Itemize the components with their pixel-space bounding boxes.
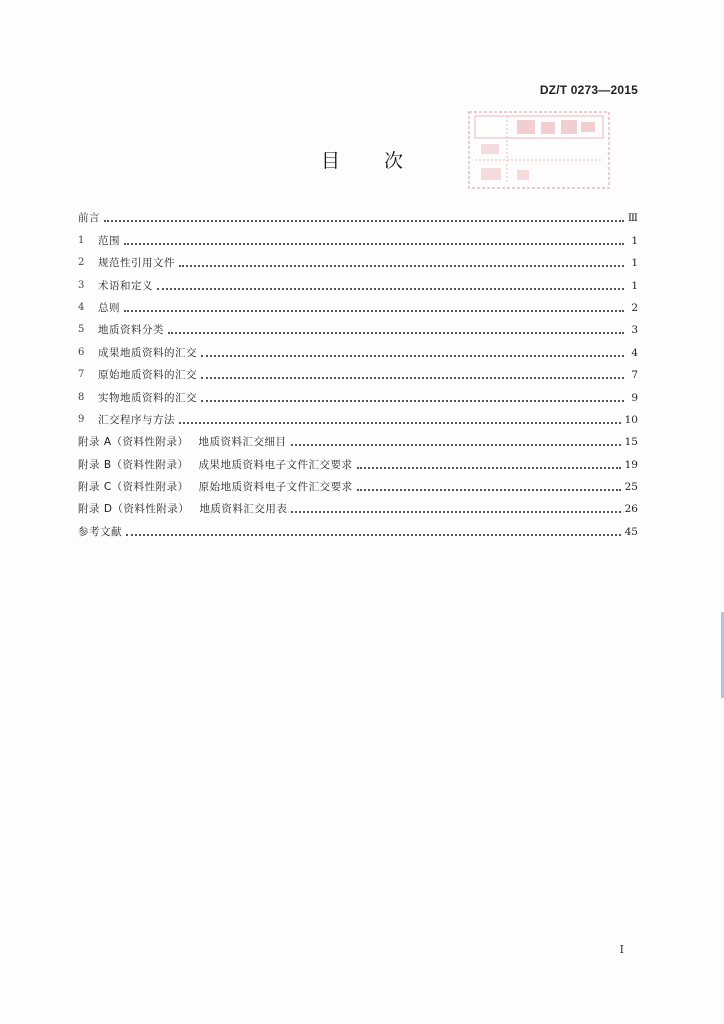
toc-entry-page-number: 1 [631, 279, 638, 292]
toc-entry-label: 地质资料汇交细目 [198, 436, 287, 449]
page-title [0, 146, 724, 173]
toc-entry-label: 参考文献 [78, 525, 122, 538]
toc-entry-leader-dots [124, 243, 624, 245]
toc-entry[interactable] [78, 337, 638, 359]
toc-entry-label: 成果地质资料电子文件汇交要求 [198, 458, 353, 471]
title-char-1: 目 [320, 150, 340, 172]
toc-entry-leader-dots [357, 467, 621, 469]
toc-entry-label: 范围 [98, 234, 120, 247]
toc-entry-number: 6 [78, 346, 85, 358]
toc-entry-page-number: 7 [631, 369, 638, 382]
toc-entry-label: 前言 [78, 212, 100, 225]
toc-entry-leader-dots [168, 332, 624, 334]
toc-entry-leader-dots [179, 422, 621, 424]
toc-entry-leader-dots [357, 489, 621, 491]
toc-entry-page-number: 2 [631, 301, 638, 314]
table-of-contents [78, 203, 638, 539]
toc-entry-leader-dots [124, 310, 624, 312]
toc-entry[interactable] [78, 225, 638, 247]
toc-entry-page-number: 15 [624, 436, 638, 449]
toc-entry[interactable] [78, 315, 638, 337]
toc-entry[interactable] [78, 203, 638, 225]
toc-entry[interactable] [78, 405, 638, 427]
toc-entry-appendix-prefix: 附录 A（资料性附录） [78, 436, 189, 449]
toc-entry[interactable] [78, 382, 638, 404]
toc-entry[interactable] [78, 248, 638, 270]
toc-entry[interactable] [78, 360, 638, 382]
toc-entry-number: 3 [78, 279, 85, 291]
toc-entry-page-number: 4 [631, 346, 638, 359]
toc-entry-number: 9 [78, 413, 85, 425]
toc-entry-label: 实物地质资料的汇交 [98, 391, 197, 404]
toc-entry-appendix-prefix: 附录 D（资料性附录） [78, 503, 190, 516]
toc-entry-label: 汇交程序与方法 [98, 413, 175, 426]
toc-entry[interactable] [78, 449, 638, 471]
toc-entry-leader-dots [291, 511, 620, 513]
toc-entry-page-number: 25 [624, 481, 638, 494]
toc-entry[interactable] [78, 516, 638, 538]
toc-entry-label: 地质资料汇交用表 [199, 503, 288, 516]
toc-entry[interactable] [78, 427, 638, 449]
toc-entry-label: 原始地质资料的汇交 [98, 369, 197, 382]
standard-number: DZ/T 0273—2015 [539, 83, 638, 97]
toc-entry-page-number: 45 [624, 525, 638, 538]
toc-entry-page-number: 9 [631, 391, 638, 404]
toc-entry-label: 原始地质资料电子文件汇交要求 [198, 481, 353, 494]
toc-entry-label: 地质资料分类 [98, 324, 164, 337]
toc-entry-leader-dots [104, 220, 624, 222]
toc-entry[interactable] [78, 472, 638, 494]
toc-entry-appendix-prefix: 附录 B（资料性附录） [78, 458, 189, 471]
toc-entry-page-number: 19 [624, 458, 638, 471]
toc-entry-label: 术语和定义 [98, 279, 153, 292]
toc-entry-page-number: 26 [624, 503, 638, 516]
toc-entry[interactable] [78, 270, 638, 292]
toc-entry-label: 规范性引用文件 [98, 257, 175, 270]
toc-entry-number: 7 [78, 369, 85, 381]
toc-entry-page-number: 10 [624, 413, 638, 426]
toc-entry-label: 成果地质资料的汇交 [98, 346, 197, 359]
title-char-2: 次 [384, 150, 404, 172]
toc-entry-number: 4 [78, 301, 85, 313]
toc-entry-appendix-prefix: 附录 C（资料性附录） [78, 481, 189, 494]
toc-entry-leader-dots [157, 288, 624, 290]
toc-entry-leader-dots [201, 377, 624, 379]
toc-entry-leader-dots [179, 265, 624, 267]
toc-entry-leader-dots [126, 534, 621, 536]
toc-entry-page-number: 1 [631, 257, 638, 270]
toc-entry-page-number: Ⅲ [627, 212, 638, 225]
toc-entry-leader-dots [291, 444, 621, 446]
page-number: I [619, 943, 624, 956]
toc-entry-number: 2 [78, 257, 85, 269]
toc-entry[interactable] [78, 293, 638, 315]
toc-entry-number: 8 [78, 391, 85, 403]
toc-entry-label: 总则 [98, 301, 120, 314]
toc-entry-page-number: 3 [631, 324, 638, 337]
toc-entry-leader-dots [201, 400, 624, 402]
toc-entry-page-number: 1 [631, 234, 638, 247]
toc-entry-number: 1 [78, 234, 85, 246]
toc-entry-number: 5 [78, 324, 85, 336]
toc-entry-leader-dots [201, 355, 624, 357]
toc-entry[interactable] [78, 494, 638, 516]
